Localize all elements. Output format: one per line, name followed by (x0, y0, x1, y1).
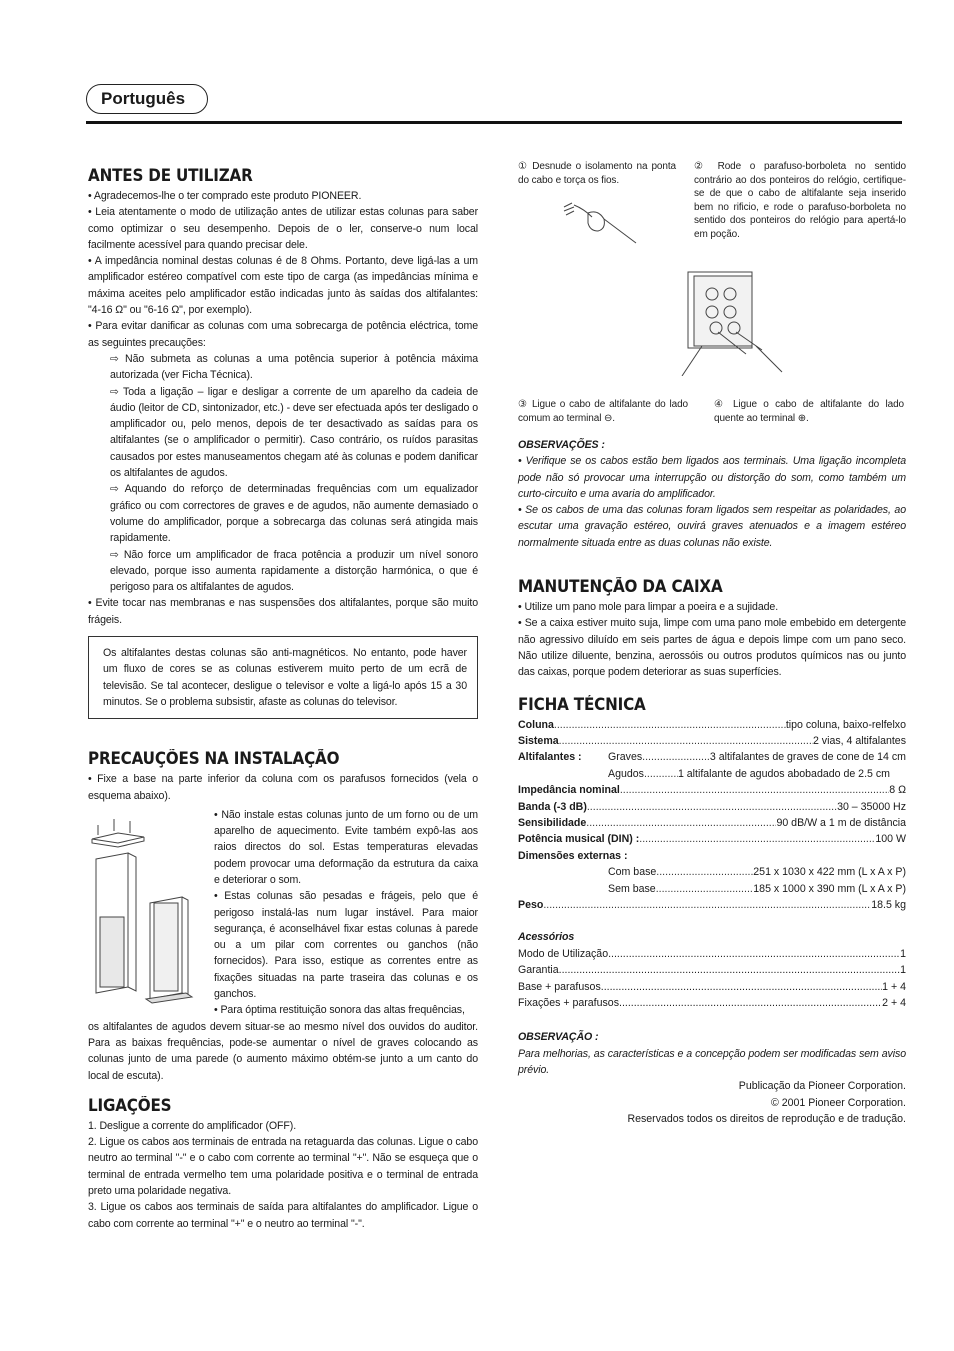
spec-graves-key: Graves (608, 751, 643, 764)
ligacoes-p1: 1. Desligue a corrente do amplificador (OFF). (88, 1119, 297, 1132)
spec-potencia-value: 100 W (875, 833, 906, 846)
wire-twist-illustration (558, 195, 638, 245)
manutencao-p2: • Se a caixa estiver muito suja, limpe com uma pano mole embebido em detergente não agressivo diluído em seis partes de água e depois limpe com um pano seco. Não utilize diluente, benzina, aerossóis ou outros produtos químicos nas ou junto das caixas, porque podem deteriorar as suas superfícies. (518, 617, 906, 679)
language-tab: Português (86, 84, 208, 114)
antes-bullet-4: ⇨ Não force um amplificador de fraca potência a produzir um nível sonoro elevado, porque isso aumenta rapidamente a distorção harmónica, o que é perigoso para os altifalantes de agudos. (110, 548, 478, 594)
observacoes-title: OBSERVAÇÕES : (518, 439, 605, 451)
spec-com-base-key: Com base (608, 866, 657, 879)
acessorios-list (518, 946, 906, 1012)
spec-peso-key: Peso (518, 899, 544, 912)
spec-banda-value: 30 – 35000 Hz (837, 800, 906, 813)
spec-coluna-value: tipo coluna, baixo-relfelxo (785, 718, 906, 731)
spec-banda-key: Banda (-3 dB) (518, 800, 587, 813)
speaker-installation-illustration (88, 807, 210, 1005)
publication-line-3: Reservados todos os direitos de reprodução e de tradução. (627, 1113, 906, 1125)
ligacoes-p2: 2. Ligue os cabos aos terminais de entrada na retaguarda das colunas. Ligue o cabo neutro ao terminal "-" e o cabo com corrente ao terminal "+". Não se esqueça que o terminal de entrada vermelho tem uma polaridade positiva e o terminal de entrada preto uma polaridade negativa. (88, 1136, 478, 1198)
publication-line-2: © 2001 Pioneer Corporation. (770, 1096, 906, 1109)
step-3: ③ Ligue o cabo de altifalante do lado comum ao terminal ⊖. (518, 399, 688, 424)
spec-com-base-value: 251 x 1030 x 422 mm (L x A x P) (753, 866, 906, 879)
acc-2-key: Garantia (518, 964, 559, 977)
observacoes-p2: • Se os cabos de uma das colunas foram ligados sem respeitar as polaridades, ao escutar uma gravação estéreo, ouvirá graves atenuados e a imagem estéreo normalmente situada entre as duas colunas não existe. (518, 504, 906, 549)
observacao-p1: Para melhorias, as características e a concepção podem ser modificadas sem aviso prévio. (518, 1047, 906, 1076)
antes-bullet-1: ⇨ Não submeta as colunas a uma potência superior à potência máxima autorizada (ver Ficha Técnica). (110, 352, 478, 382)
spec-potencia-key: Potência musical (DIN) : (518, 833, 640, 846)
step-4: ④ Ligue o cabo de altifalante do lado quente ao terminal ⊕. (714, 399, 904, 424)
spec-sistema-key: Sistema (518, 734, 559, 747)
spec-sensibilidade-key: Sensibilidade (518, 817, 587, 829)
acc-1-value: 1 (900, 947, 906, 960)
observacao-title: OBSERVAÇÃO : (518, 1031, 599, 1044)
steps-top (518, 160, 906, 250)
precaucoes-p4b: os altifalantes de agudos devem situar-se ao mesmo nível dos ouvidos do auditor. Para as baixas frequências, pode-se aumentar o nível de graves colocando as colunas junto de uma parede (o aumento máximo obtém-se junto a um canto do local de escuta). (88, 1020, 478, 1082)
acc-4-value: 2 + 4 (882, 996, 906, 1009)
spec-sistema-value: 2 vias, 4 altifalantes (812, 734, 906, 747)
spec-impedancia-value: 8 Ω (889, 784, 906, 797)
spec-sem-base-key: Sem base (608, 882, 656, 895)
terminal-panel-illustration (666, 266, 866, 376)
antes-p2: • Leia atentamente o modo de utilização antes de utilizar estas colunas para saber como optimizar o seu desempenho. Depois de o ler, conserve-o num local facilmente acessível para quando precisar dele. (88, 206, 478, 251)
ligacoes-title: LIGAÇÕES (88, 1095, 172, 1115)
acc-4-key: Fixações + parafusos (518, 996, 619, 1009)
observacoes-p1: • Verifique se os cabos estão bem ligados aos terminais. Uma ligação incompleta pode não só provocar uma interrupção ou distorção do som, como também um curto-circuito e uma avaria do amplificador. (518, 455, 906, 500)
acc-3-key: Base + parafusos (518, 980, 601, 993)
install-row (88, 807, 478, 1019)
publication-line-1: Publicação da Pioneer Corporation. (738, 1080, 906, 1092)
spec-agudos-key: Agudos (608, 767, 644, 780)
precaucoes-title: PRECAUÇÕES NA INSTALAÇÃO (88, 749, 340, 769)
publication-notice (560, 1078, 906, 1128)
left-column (88, 166, 478, 1232)
manutencao-p1: • Utilize um pano mole para limpar a poeira e a sujidade. (518, 601, 779, 614)
precaucoes-p1: • Fixe a base na parte inferior da coluna com os parafusos fornecidos (vela o esquema abaixo). (88, 773, 478, 802)
magnetic-notice-box (88, 636, 478, 719)
antes-title: ANTES DE UTILIZAR (88, 166, 253, 185)
manutencao-title: MANUTENÇÃO DA CAIXA (518, 577, 723, 597)
ligacoes-p3: 3. Ligue os cabos aos terminais de saída para altifalantes do amplificador. Ligue o cabo com corrente ao terminal "+" e o neutro ao terminal "-". (88, 1201, 478, 1230)
precaucoes-p4a: • Para óptima restituição sonora das altas frequências, (214, 1004, 465, 1017)
spec-sem-base-value: 185 x 1000 x 390 mm (L x A x P) (753, 882, 906, 895)
header-rule (86, 121, 902, 124)
spec-peso-value: 18.5 kg (871, 899, 906, 912)
antes-p4: • Para evitar danificar as colunas com uma sobrecarga de potência eléctrica, tome as seguintes precauções: (88, 320, 478, 349)
acc-3-value: 1 + 4 (882, 980, 906, 993)
antes-bullet-3: ⇨ Aquando do reforço de determinadas frequências com um equalizador gráfico ou com correctores de graves e de agudos, não aumente demasiado o volume do amplificador, porque a sobrecarga das colunas será atingida mais rapidamente. (110, 483, 478, 545)
spec-graves-value: 3 altifalantes de graves de cone de 14 cm (709, 751, 906, 764)
ficha-title: FICHA TÉCNICA (518, 694, 646, 714)
spec-sensibilidade-value: 90 dB/W a 1 m de distância (776, 817, 906, 829)
precaucoes-p2: • Não instale estas colunas junto de um forno ou de um aparelho de aquecimento. Evite também expô-las aos raios directos do sol. Estas temperaturas elevadas podem provocar uma deformação da estrutura da caixa e deteriorar o som. (214, 808, 478, 886)
acc-1-key: Modo de Utilização (518, 947, 609, 960)
spec-coluna-key: Coluna (518, 718, 554, 731)
antes-p5: • Evite tocar nas membranas e nas suspensões dos altifalantes, porque são muito frágeis. (88, 597, 478, 626)
acc-2-value: 1 (900, 964, 906, 977)
spec-altifalantes-key: Altifalantes : (518, 751, 582, 764)
antes-p3: • A impedância nominal destas colunas é de 8 Ohms. Portanto, deve ligá-las a um amplificador estéreo compatível com este tipo de carga (as impedâncias mínima e máxima aceites pelo amplificador estão indicadas junto às saídas dos altifalantes: "4-16 Ω" ou "6-16 Ω", por exemplo). (88, 255, 478, 317)
step-1: ① Desnude o isolamento na ponta do cabo e torça os fios. (518, 161, 676, 186)
right-column (518, 160, 906, 1078)
magnetic-notice-text: Os altifalantes destas colunas são anti-magnéticos. No entanto, pode haver um fluxo de cores se as colunas estiverem muito perto de um ecrã de televisão. Se tal acontecer, desligue o televisor e volte a ligá-lo após 15 a 30 minutos. Se o problema subsistir, afaste as colunas do televisor. (103, 647, 467, 708)
spec-agudos-value: 1 altifalante de agudos abobadado de 2.5 cm (677, 767, 890, 780)
spec-impedancia-key: Impedância nominal (518, 784, 620, 797)
steps-bottom (518, 398, 906, 425)
antes-bullet-2: ⇨ Toda a ligação – ligar e desligar a corrente de um aparelho da cadeia de áudio (leitor de CD, sintonizador, etc.) - deve ser efectuada após ter desligado o amplificador ou, pelo menos, depois de ter desactivado as saídas para os altifalantes (se o amplificador o permitir). Caso contrário, os ruídos parasitas causados por estes manuseamentos chegam até às colunas e podem danificar os altifalantes de agudos. (110, 385, 478, 480)
acessorios-title: Acessórios (518, 931, 575, 944)
precaucoes-p3: • Estas colunas são pesadas e frágeis, pelo que é perigoso instalá-las num lugar instável. Para maior segurança, é aconselhável fixar estas colunas à parede ou a um pilar com correntes ou ganchos (não fornecidos). Para isso, estique as correntes entre as fixações situadas na parte traseira das colunas e os ganchos. (214, 890, 478, 1001)
step-2: ② Rode o parafuso-borboleta no sentido contrário ao dos ponteiros do relógio, certifique-se de que o cabo de altifalante seja inserido bem no rificio, e rode o parafuso-borboleta no sentido dos ponteiros do relógio para apertá-lo em poção. (694, 161, 906, 240)
spec-dimensoes-key: Dimensões externas : (518, 849, 628, 862)
ficha-table (518, 717, 906, 914)
antes-p1: • Agradecemos-lhe o ter comprado este produto PIONEER. (88, 190, 362, 202)
